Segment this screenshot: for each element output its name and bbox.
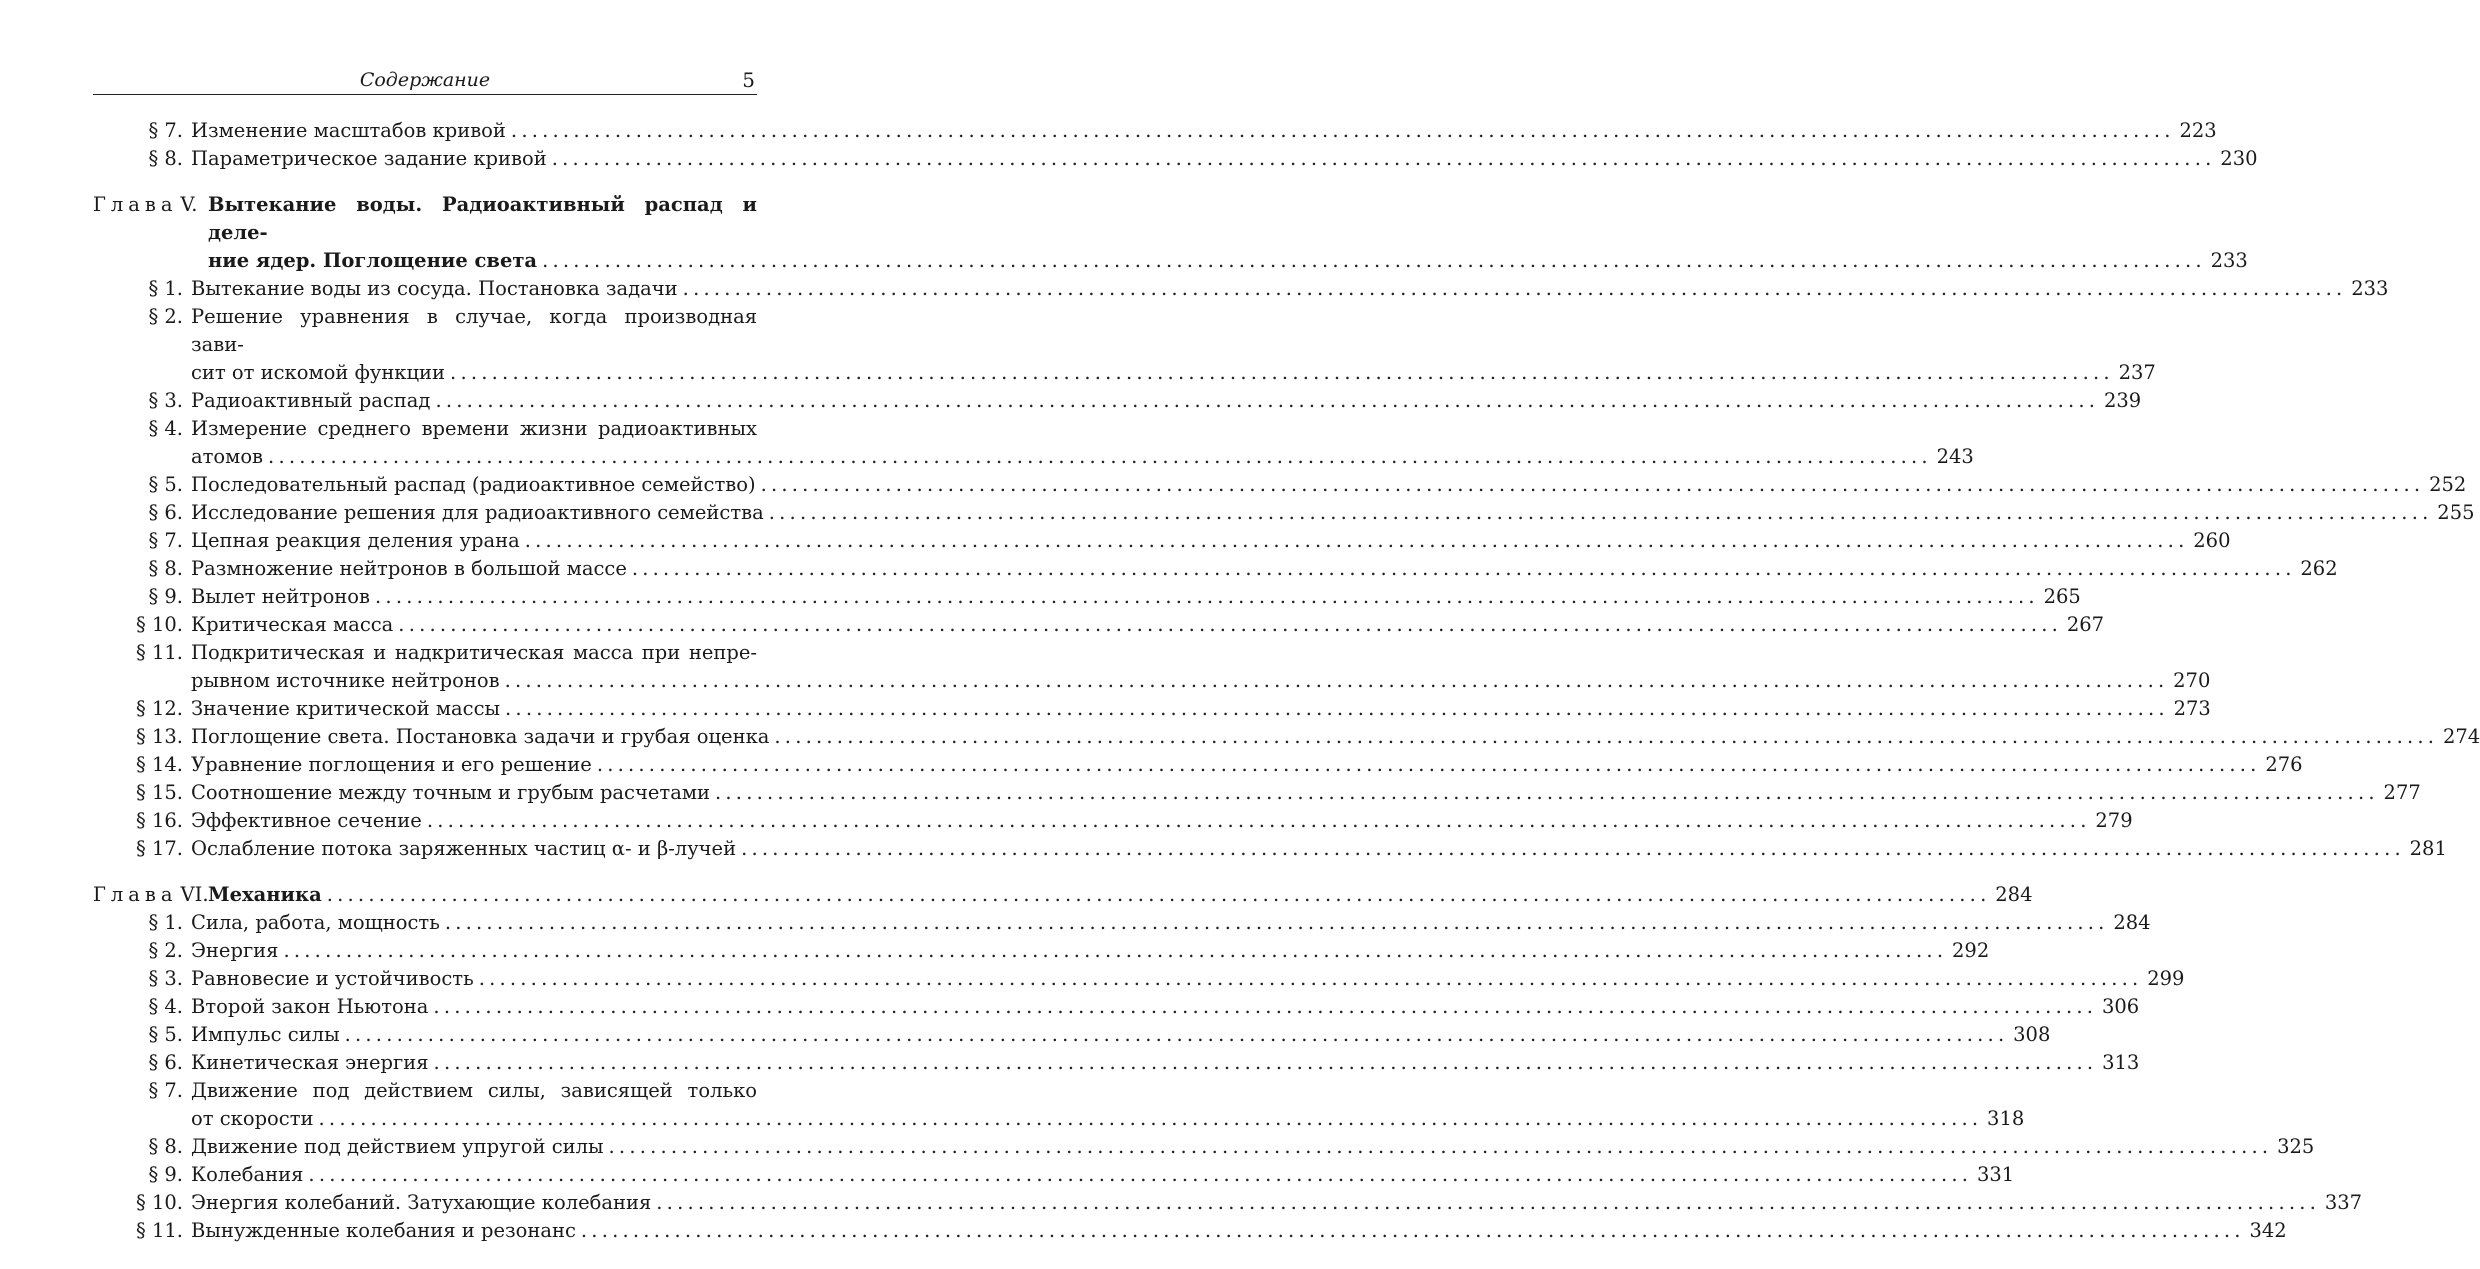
section-title (191, 639, 2211, 695)
leader-dots: ................................................................................................................................................................ (580, 1219, 2245, 1242)
entry-text: Подкритическая и надкритическая масса при непре- (191, 641, 757, 664)
page-ref: 306 (2101, 995, 2140, 1018)
entry-line (191, 723, 2480, 751)
toc-entry (93, 807, 2133, 835)
toc-entry (93, 1077, 2025, 1133)
chapter-heading (93, 191, 2248, 275)
section-title (191, 499, 2475, 527)
leader-dots: ................................................................................................................................................................ (596, 753, 2261, 776)
leader-dots: ................................................................................................................................................................ (398, 613, 2063, 636)
section-title (191, 807, 2133, 835)
section-title (191, 555, 2338, 583)
leader-dots: ................................................................................................................................................................ (631, 557, 2296, 580)
section-title (191, 1189, 2363, 1217)
entry-text: Критическая масса (191, 613, 394, 636)
page-ref: 270 (2173, 669, 2211, 692)
entry-line (191, 1189, 2363, 1217)
entry-text: Движение под действием силы, зависящей только (191, 1079, 757, 1102)
section-number: § 3. (148, 967, 183, 990)
section-number: § 2. (148, 305, 183, 328)
toc-entry (93, 387, 2142, 415)
leader-dots: ................................................................................................................................................................ (608, 1135, 2273, 1158)
entry-line (191, 275, 2389, 303)
entry-text: сит от искомой функции (191, 361, 446, 384)
leader-dots: ................................................................................................................................................................ (444, 911, 2109, 934)
entry-line (208, 191, 757, 247)
section-title (191, 1021, 2051, 1049)
page-ref: 243 (1936, 445, 1974, 468)
page-ref: 318 (1987, 1107, 2025, 1130)
entry-line (191, 751, 2303, 779)
section-title (191, 1049, 2140, 1077)
page-ref: 265 (2043, 585, 2081, 608)
section-title (191, 1077, 2025, 1133)
leader-dots: ................................................................................................................................................................ (426, 809, 2091, 832)
section-number: § 6. (148, 1051, 183, 1074)
entry-text: Второй закон Ньютона (191, 995, 429, 1018)
toc-entry (93, 611, 2105, 639)
toc-entry (93, 415, 1974, 471)
entry-line (208, 247, 2248, 275)
entry-line (191, 695, 2211, 723)
toc-entry (93, 909, 2151, 937)
section-title (191, 1217, 2287, 1245)
toc-entry (93, 499, 2475, 527)
page-ref: 331 (1976, 1163, 2015, 1186)
entry-line (191, 117, 2217, 145)
running-header (93, 68, 757, 95)
section-title (191, 909, 2151, 937)
entry-line (191, 937, 1990, 965)
chapter-block (93, 117, 2258, 173)
section-number: § 3. (148, 389, 183, 412)
page-ref: 342 (2249, 1219, 2287, 1242)
page-ref: 299 (2147, 967, 2185, 990)
entry-line (191, 807, 2133, 835)
section-number: § 9. (148, 585, 183, 608)
toc-entry (93, 117, 2217, 145)
toc-entry (93, 303, 2156, 387)
chapter-word: Глава (93, 193, 178, 216)
section-title (191, 117, 2217, 145)
chapter-number: VI. (180, 883, 209, 906)
page-ref: 281 (2409, 837, 2447, 860)
entry-line (191, 555, 2338, 583)
section-title (191, 303, 2156, 387)
section-number: § 1. (148, 911, 183, 934)
section-title (191, 583, 2081, 611)
entry-text: Соотношение между точным и грубым расчетами (191, 781, 710, 804)
entry-text: Ослабление потока заряженных частиц α- и β-лучей (191, 837, 737, 860)
section-number: § 12. (136, 697, 183, 720)
toc-entry (93, 471, 2467, 499)
leader-dots: ................................................................................................................................................................ (768, 501, 2433, 524)
leader-dots: ................................................................................................................................................................ (656, 1191, 2321, 1214)
section-number: § 17. (136, 837, 183, 860)
chapter-word: Глава (93, 883, 178, 906)
entry-line (191, 1133, 2315, 1161)
entry-text: ние ядер. Поглощение света (208, 249, 538, 272)
entry-line (191, 471, 2467, 499)
entry-text: Вытекание воды из сосуда. Постановка задачи (191, 277, 678, 300)
chapter-title (208, 881, 2033, 909)
page-ref: 325 (2277, 1135, 2315, 1158)
section-title (191, 993, 2140, 1021)
entry-line (191, 667, 2211, 695)
table-of-contents (93, 117, 2480, 1263)
page-ref: 267 (2066, 613, 2105, 636)
leader-dots: ................................................................................................................................................................ (760, 473, 2425, 496)
page-ref: 230 (2220, 147, 2258, 170)
entry-text: Импульс силы (191, 1023, 340, 1046)
toc-entry (93, 1133, 2315, 1161)
entry-text: Размножение нейтронов в большой массе (191, 557, 627, 580)
entry-text: Цепная реакция деления урана (191, 529, 520, 552)
entry-text: от скорости (191, 1107, 314, 1130)
page-ref: 284 (2113, 911, 2151, 934)
toc-entry (93, 1161, 2015, 1189)
entry-line (191, 1217, 2287, 1245)
entry-text: рывном источнике нейтронов (191, 669, 500, 692)
leader-dots: ................................................................................................................................................................ (326, 883, 1991, 906)
chapter-number: V. (180, 193, 198, 216)
section-title (191, 723, 2480, 751)
section-number: § 11. (136, 641, 183, 664)
section-number: § 8. (148, 557, 183, 580)
entry-line (191, 611, 2105, 639)
page-number: 5 (742, 68, 755, 92)
entry-text: Кинетическая энергия (191, 1051, 429, 1074)
section-number: § 7. (148, 529, 183, 552)
entry-line (191, 779, 2421, 807)
chapter-label (93, 191, 208, 275)
section-number: § 9. (148, 1163, 183, 1186)
toc-entry (93, 695, 2211, 723)
toc-entry (93, 639, 2211, 695)
entry-line (191, 145, 2258, 173)
leader-dots: ................................................................................................................................................................ (551, 147, 2216, 170)
page-ref: 262 (2300, 557, 2338, 580)
page-ref: 237 (2118, 361, 2156, 384)
page-ref: 313 (2102, 1051, 2140, 1074)
leader-dots: ................................................................................................................................................................ (433, 995, 2098, 1018)
entry-text: Вылет нейтронов (191, 585, 371, 608)
section-title (191, 527, 2231, 555)
section-number: § 6. (148, 501, 183, 524)
section-title (191, 835, 2447, 863)
leader-dots: ................................................................................................................................................................ (542, 249, 2206, 272)
leader-dots: ................................................................................................................................................................ (308, 1163, 1973, 1186)
section-number: § 14. (136, 753, 183, 776)
section-number: § 7. (148, 119, 183, 142)
leader-dots: ................................................................................................................................................................ (283, 939, 1948, 962)
entry-text: Значение критической массы (191, 697, 501, 720)
entry-text: Сила, работа, мощность (191, 911, 440, 934)
leader-dots: ................................................................................................................................................................ (478, 967, 2143, 990)
section-title (191, 415, 1974, 471)
page-ref: 273 (2173, 697, 2211, 720)
entry-line (191, 499, 2475, 527)
entry-line (191, 527, 2231, 555)
toc-entry (93, 1049, 2140, 1077)
toc-entry (93, 275, 2389, 303)
toc-entry (93, 993, 2140, 1021)
entry-text: Параметрическое задание кривой (191, 147, 547, 170)
entry-line (191, 583, 2081, 611)
section-title (191, 471, 2467, 499)
page-ref: 252 (2429, 473, 2467, 496)
toc-entry (93, 937, 1990, 965)
leader-dots: ................................................................................................................................................................ (504, 669, 2169, 692)
section-title (191, 937, 1990, 965)
chapter-heading (93, 881, 2033, 909)
page-ref: 223 (2179, 119, 2217, 142)
entry-text: Движение под действием упругой силы (191, 1135, 604, 1158)
section-number: § 11. (136, 1219, 183, 1242)
page-ref: 255 (2437, 501, 2475, 524)
entry-line (191, 993, 2140, 1021)
leader-dots: ................................................................................................................................................................ (433, 1051, 2098, 1074)
section-number: § 10. (136, 613, 183, 636)
leader-dots: ................................................................................................................................................................ (268, 445, 1932, 468)
section-number: § 5. (148, 1023, 183, 1046)
section-number: § 10. (136, 1191, 183, 1214)
entry-line (191, 965, 2185, 993)
section-title (191, 1133, 2315, 1161)
entry-text: Вытекание воды. Радиоактивный распад и деле- (208, 193, 757, 244)
toc-entry (93, 1217, 2287, 1245)
section-number: § 16. (136, 809, 183, 832)
section-number: § 2. (148, 939, 183, 962)
section-number: § 8. (148, 1135, 183, 1158)
entry-text: Изменение масштабов кривой (191, 119, 506, 142)
section-number: § 1. (148, 277, 183, 300)
toc-entry (93, 779, 2421, 807)
section-number: § 4. (148, 995, 183, 1018)
entry-text: Последовательный распад (радиоактивное семейство) (191, 473, 756, 496)
chapter-block (93, 881, 2363, 1245)
leader-dots: ................................................................................................................................................................ (715, 781, 2379, 804)
leader-dots: ................................................................................................................................................................ (318, 1107, 1983, 1130)
section-title (191, 779, 2421, 807)
section-title (191, 611, 2105, 639)
page-ref: 274 (2442, 725, 2480, 748)
entry-line (191, 1049, 2140, 1077)
section-title (191, 275, 2389, 303)
toc-entry (93, 555, 2338, 583)
page-ref: 260 (2193, 529, 2231, 552)
entry-text: Равновесие и устойчивость (191, 967, 474, 990)
toc-entry (93, 527, 2231, 555)
entry-text: Колебания (191, 1163, 304, 1186)
entry-line (191, 1021, 2051, 1049)
entry-text: Измерение среднего времени жизни радиоактивных (191, 417, 757, 440)
section-title (191, 145, 2258, 173)
entry-text: Уравнение поглощения и его решение (191, 753, 592, 776)
toc-entry (93, 723, 2480, 751)
toc-entry (93, 965, 2185, 993)
entry-line (191, 1105, 2025, 1133)
leader-dots: ................................................................................................................................................................ (510, 119, 2175, 142)
entry-line (191, 415, 757, 443)
entry-text: Решение уравнения в случае, когда производная зави- (191, 305, 757, 356)
running-title: Содержание (359, 69, 491, 91)
toc-entry (93, 583, 2081, 611)
leader-dots: ................................................................................................................................................................ (741, 837, 2405, 860)
page-ref: 277 (2383, 781, 2421, 804)
toc-entry (93, 835, 2447, 863)
leader-dots: ................................................................................................................................................................ (524, 529, 2189, 552)
leader-dots: ................................................................................................................................................................ (774, 725, 2439, 748)
leader-dots: ................................................................................................................................................................ (682, 277, 2347, 300)
section-title (191, 1161, 2015, 1189)
entry-line (191, 835, 2447, 863)
page-ref: 279 (2095, 809, 2133, 832)
section-title (191, 695, 2211, 723)
section-title (191, 965, 2185, 993)
page-ref: 233 (2210, 249, 2248, 272)
entry-text: Энергия (191, 939, 279, 962)
entry-line (191, 359, 2156, 387)
section-number: § 15. (136, 781, 183, 804)
leader-dots: ................................................................................................................................................................ (435, 389, 2100, 412)
leader-dots: ................................................................................................................................................................ (375, 585, 2039, 608)
page-ref: 233 (2351, 277, 2389, 300)
entry-line (191, 387, 2142, 415)
entry-text: Эффективное сечение (191, 809, 422, 832)
entry-line (191, 639, 757, 667)
entry-text: атомов (191, 445, 264, 468)
entry-line (191, 909, 2151, 937)
page-ref: 239 (2103, 389, 2142, 412)
section-number: § 5. (148, 473, 183, 496)
entry-text: Радиоактивный распад (191, 389, 431, 412)
entry-text: Энергия колебаний. Затухающие колебания (191, 1191, 652, 1214)
entry-line (191, 1077, 757, 1105)
section-number: § 7. (148, 1079, 183, 1102)
leader-dots: ................................................................................................................................................................ (505, 697, 2169, 720)
toc-entry (93, 145, 2258, 173)
page-ref: 284 (1995, 883, 2033, 906)
entry-text: Механика (208, 883, 322, 906)
section-title (191, 751, 2303, 779)
section-number: § 13. (136, 725, 183, 748)
toc-entry (93, 751, 2303, 779)
entry-line (191, 303, 757, 359)
toc-entry (93, 1021, 2051, 1049)
page-ref: 337 (2324, 1191, 2363, 1214)
chapter-title (208, 191, 2248, 275)
entry-line (191, 443, 1974, 471)
page-ref: 308 (2013, 1023, 2051, 1046)
entry-text: Поглощение света. Постановка задачи и грубая оценка (191, 725, 770, 748)
section-number: § 8. (148, 147, 183, 170)
toc-entry (93, 1189, 2363, 1217)
leader-dots: ................................................................................................................................................................ (450, 361, 2114, 384)
section-number: § 4. (148, 417, 183, 440)
page-ref: 276 (2265, 753, 2303, 776)
leader-dots: ................................................................................................................................................................ (344, 1023, 2009, 1046)
entry-line (208, 881, 2033, 909)
entry-text: Вынужденные колебания и резонанс (191, 1219, 576, 1242)
chapter-block (93, 191, 2480, 863)
chapter-label (93, 881, 208, 909)
entry-line (191, 1161, 2015, 1189)
section-title (191, 387, 2142, 415)
page-ref: 292 (1952, 939, 1990, 962)
entry-text: Исследование решения для радиоактивного семейства (191, 501, 764, 524)
